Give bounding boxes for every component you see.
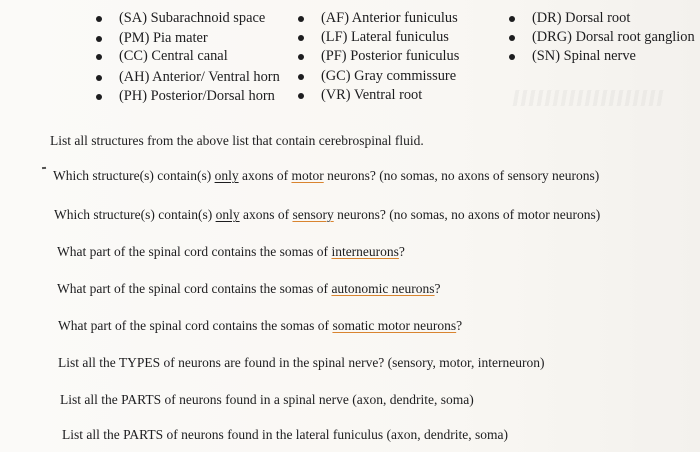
structure-item: (PM) Pia mater (88, 29, 293, 48)
highlight-autonomic: autonomic neurons (331, 281, 435, 296)
question-5 (57, 280, 441, 298)
structure-item: (VR) Ventral root (290, 86, 477, 105)
question-text: What part of the spinal cord contains the somas of (57, 281, 332, 296)
question-2 (53, 167, 599, 185)
structure-item: (CC) Central canal (88, 47, 293, 66)
question-text: neurons? (no somas, no axons of sensory neurons) (323, 168, 600, 183)
question-text: ? (456, 318, 463, 333)
question-text: axons of (239, 207, 293, 222)
structure-column-1 (88, 9, 293, 106)
structure-column-3 (501, 9, 700, 67)
question-text: What part of the spinal cord contains the somas of (57, 244, 332, 259)
question-text: What part of the spinal cord contains the somas of (58, 318, 333, 333)
structure-list (0, 9, 700, 104)
structure-item: (PH) Posterior/Dorsal horn (88, 87, 293, 106)
structure-item: (LF) Lateral funiculus (290, 28, 477, 47)
structure-item: (PF) Posterior funiculus (290, 47, 477, 66)
highlight-motor: motor (291, 168, 324, 183)
question-1: List all structures from the above list that contain cerebrospinal fluid. (50, 133, 424, 148)
question-text: axons of (238, 168, 292, 183)
structure-item: (SA) Subarachnoid space (88, 9, 293, 28)
structure-item: (AH) Anterior/ Ventral horn (88, 68, 293, 87)
question-9: List all the PARTS of neurons found in the lateral funiculus (axon, dendrite, soma) (62, 427, 508, 442)
structure-item: (AF) Anterior funiculus (290, 9, 477, 28)
highlight-somatic-motor: somatic motor neurons (332, 318, 457, 333)
structure-column-2 (290, 9, 477, 105)
question-text: neurons? (no somas, no axons of motor neurons) (333, 207, 601, 222)
question-text: Which structure(s) contain(s) (53, 168, 215, 183)
question-text: ? (398, 244, 405, 259)
emphasis-only: only (214, 168, 239, 183)
structure-item: (SN) Spinal nerve (501, 47, 700, 66)
structure-item: (DRG) Dorsal root ganglion (501, 28, 700, 47)
question-3 (54, 206, 600, 224)
structure-item: (DR) Dorsal root (501, 9, 700, 28)
question-list (0, 125, 700, 452)
question-text: ? (434, 281, 441, 296)
question-6 (58, 317, 462, 335)
question-4 (57, 243, 405, 261)
structure-item: (GC) Gray commissure (290, 67, 477, 86)
emphasis-only: only (215, 207, 240, 222)
question-8: List all the PARTS of neurons found in a spinal nerve (axon, dendrite, soma) (60, 392, 474, 407)
highlight-interneurons: interneurons (331, 244, 399, 259)
highlight-sensory: sensory (292, 207, 334, 222)
question-text: Which structure(s) contain(s) (54, 207, 216, 222)
question-7: List all the TYPES of neurons are found in the spinal nerve? (sensory, motor, interneuron) (58, 355, 545, 370)
